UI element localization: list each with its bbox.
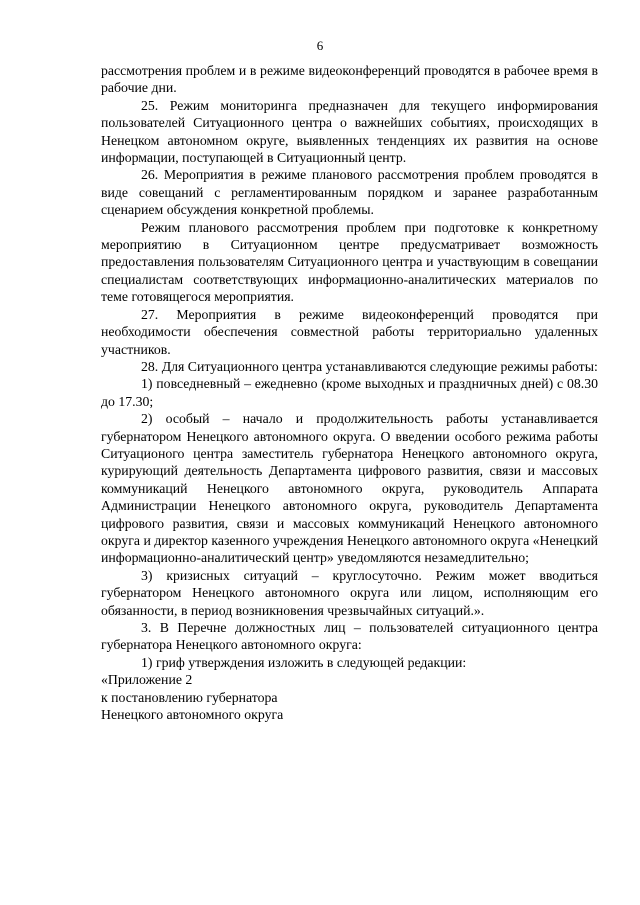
document-body bbox=[101, 62, 598, 723]
paragraph-3: 3. В Перечне должностных лиц – пользователей ситуационного центра губернатора Ненецкого автономного округа: bbox=[101, 620, 598, 653]
paragraph-28: 28. Для Ситуационного центра устанавливаются следующие режимы работы: bbox=[141, 358, 598, 374]
paragraph-26-detail: Режим планового рассмотрения проблем при подготовке к конкретному мероприятию в Ситуационном центре предусматривает возможность предоставления пользователям Ситуационного центра и участвующим в совещании специалистам соответствующих информационно-аналитических материалов по теме готовящегося мероприятия. bbox=[101, 219, 598, 305]
paragraph-28-item-2: 2) особый – начало и продолжительность работы устанавливается губернатором Ненецкого автономного округа. О введении особого режима работы Ситуационого центра заместитель губернатора Ненецкого автономного округа, курирующий деятельность Департамента цифрового развития, связи и массовых коммуникаций Ненецкого автономного округа, руководитель Аппарата Администрации Ненецкого автономного округа, руководитель Департамента цифрового развития, связи и массовых коммуникаций Ненецкого автономного округа и директор казенного учреждения Ненецкого автономного округа «Ненецкий информационно-аналитический центр» уведомляются незамедлительно; bbox=[101, 411, 599, 566]
paragraph-27: 27. Мероприятия в режиме видеоконференций проводятся при необходимости обеспечения совместной работы территориально удаленных участников. bbox=[101, 306, 598, 357]
paragraph-3-item-1: 1) гриф утверждения изложить в следующей редакции: bbox=[141, 654, 467, 670]
paragraph-28-item-3: 3) кризисных ситуаций – круглосуточно. Режим может вводиться губернатором Ненецкого автономного округа или лицом, исполняющим его обязанности, в период возникновения чрезвычайных ситуаций.». bbox=[101, 567, 598, 618]
paragraph-continuation: рассмотрения проблем и в режиме видеоконференций проводятся в рабочее время в рабочие дни. bbox=[101, 63, 598, 96]
approval-line-3: Ненецкого автономного округа bbox=[101, 707, 284, 723]
paragraph-26: 26. Мероприятия в режиме планового рассмотрения проблем проводятся в виде совещаний с регламентированным порядком и заранее разработанным сценарием обсуждения конкретной проблемы. bbox=[101, 167, 598, 218]
paragraph-25: 25. Режим мониторинга предназначен для текущего информирования пользователей Ситуационного центра о важнейших событиях, происходящих в Ненецком автономном округе, выявленных тенденциях их развития на основе информации, поступающей в Ситуационный центр. bbox=[101, 97, 598, 166]
paragraph-28-item-1: 1) повседневный – ежедневно (кроме выходных и праздничных дней) с 08.30 до 17.30; bbox=[101, 376, 598, 409]
approval-line-2: к постановлению губернатора bbox=[101, 689, 278, 705]
page-number: 6 bbox=[316, 38, 324, 53]
approval-line-1: «Приложение 2 bbox=[101, 672, 193, 688]
